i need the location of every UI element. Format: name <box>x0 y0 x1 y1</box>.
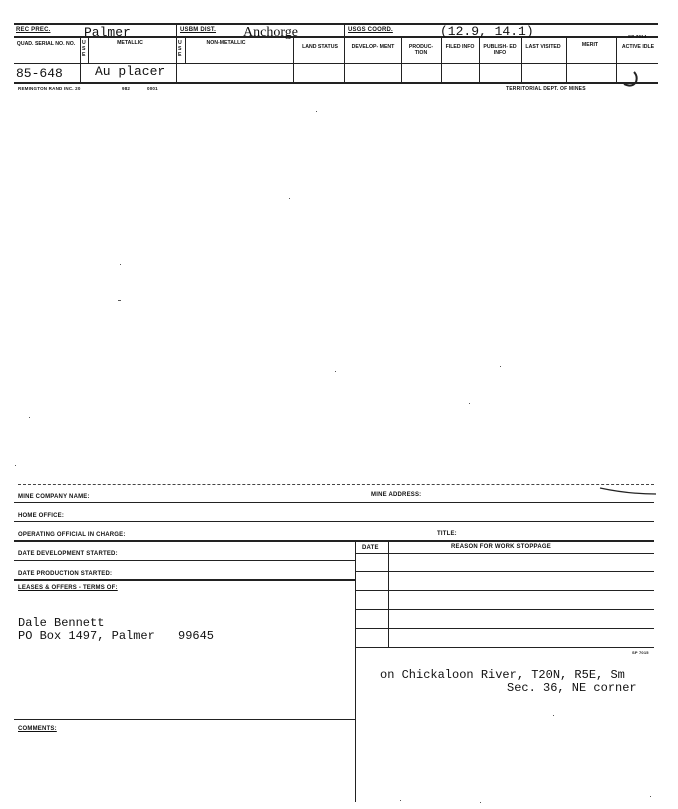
divider <box>355 540 356 802</box>
operating-official-label: OPERATING OFFICIAL IN CHARGE: <box>18 532 126 538</box>
scan-speck <box>500 366 501 367</box>
divider <box>616 36 617 82</box>
divider <box>344 23 345 82</box>
usgs-coord-value: (12.9, 14.1) <box>440 24 534 39</box>
divider <box>14 502 654 503</box>
divider <box>185 36 186 63</box>
scan-speck <box>335 371 336 372</box>
rec-prec-label: REC PREC. <box>16 27 51 33</box>
metallic-header: METALLIC <box>117 40 143 46</box>
active-idle-header: ACTIVE IDLE <box>621 44 655 50</box>
date-column-label: DATE <box>362 545 379 551</box>
usbm-dist-value: Anchorge <box>243 25 298 40</box>
use-metallic-header: U S E <box>82 40 86 58</box>
comments-label: COMMENTS: <box>18 726 57 732</box>
divider <box>355 571 654 572</box>
quad-serial-header: QUAD. SERIAL NO. NO. <box>16 41 76 47</box>
divider <box>355 553 654 554</box>
divider <box>479 36 480 82</box>
divider <box>14 82 658 84</box>
scan-speck <box>469 403 470 404</box>
date-development-label: DATE DEVELOPMENT STARTED: <box>18 551 118 557</box>
divider <box>14 579 355 581</box>
reason-column-label: REASON FOR WORK STOPPAGE <box>451 544 551 550</box>
form-code-bottom: SP 7015 <box>632 650 649 655</box>
metallic-commodity-value: Au placer <box>95 64 166 79</box>
title-label: TITLE: <box>437 531 457 537</box>
checkmark-icon <box>620 62 650 92</box>
home-office-label: HOME OFFICE: <box>18 513 65 519</box>
divider <box>441 36 442 82</box>
scan-speck <box>400 800 401 801</box>
divider <box>355 590 654 591</box>
divider <box>566 36 567 82</box>
divider <box>388 540 389 648</box>
scan-speck <box>553 715 554 716</box>
divider <box>14 540 654 542</box>
printer-code-2: 0001 <box>147 86 158 91</box>
scan-speck <box>15 465 16 466</box>
divider <box>14 521 654 522</box>
divider <box>80 36 81 82</box>
usbm-dist-label: USBM DIST. <box>180 27 217 33</box>
divider <box>355 609 654 610</box>
department-imprint: TERRITORIAL DEPT. OF MINES <box>506 86 586 92</box>
filed-info-header: FILED INFO <box>445 44 475 50</box>
scan-speck <box>316 111 317 112</box>
divider <box>521 36 522 82</box>
printer-imprint: REMINGTON RAND INC. 20 <box>18 86 81 91</box>
usgs-coord-label: USGS COORD. <box>348 27 393 33</box>
leases-offers-label: LEASES & OFFERS - TERMS OF: <box>18 585 118 591</box>
location-line-1: on Chickaloon River, T20N, R5E, Sm <box>380 668 625 682</box>
last-visited-header: LAST VISITED <box>525 44 561 50</box>
ink-stroke <box>598 480 658 500</box>
scan-speck <box>29 417 30 418</box>
published-info-header: PUBLISH- ED INFO <box>483 44 517 56</box>
non-metallic-header: NON-METALLIC <box>206 40 246 46</box>
owner-zip: 99645 <box>178 629 215 643</box>
mine-company-name-label: MINE COMPANY NAME: <box>18 494 90 500</box>
divider <box>14 719 355 720</box>
scan-speck <box>650 796 651 797</box>
divider <box>88 36 89 63</box>
scan-speck <box>289 198 290 199</box>
owner-name: Dale Bennett <box>18 616 105 630</box>
serial-number-value: 85-648 <box>16 66 63 81</box>
land-status-header: LAND STATUS <box>302 44 338 50</box>
scan-speck <box>120 264 121 265</box>
mine-address-label: MINE ADDRESS: <box>371 492 422 498</box>
development-header: DEVELOP- MENT <box>351 44 395 50</box>
divider <box>14 560 355 561</box>
divider <box>18 484 654 485</box>
divider <box>401 36 402 82</box>
divider <box>355 628 654 629</box>
use-nonmetallic-header: U S E <box>178 40 182 58</box>
printer-code-1: 982 <box>122 86 131 91</box>
location-line-2: Sec. 36, NE corner <box>507 681 637 695</box>
scan-speck <box>118 300 121 301</box>
form-code-top: SP 7014 <box>628 34 647 39</box>
divider <box>176 23 177 82</box>
date-production-label: DATE PRODUCTION STARTED: <box>18 571 113 577</box>
rec-prec-value: Palmer <box>84 25 131 40</box>
divider <box>293 36 294 82</box>
scan-speck <box>480 802 481 803</box>
merit-header: MERIT <box>581 42 599 48</box>
divider <box>355 647 654 648</box>
production-header: PRODUC- TION <box>408 44 434 56</box>
owner-address: PO Box 1497, Palmer <box>18 629 155 643</box>
